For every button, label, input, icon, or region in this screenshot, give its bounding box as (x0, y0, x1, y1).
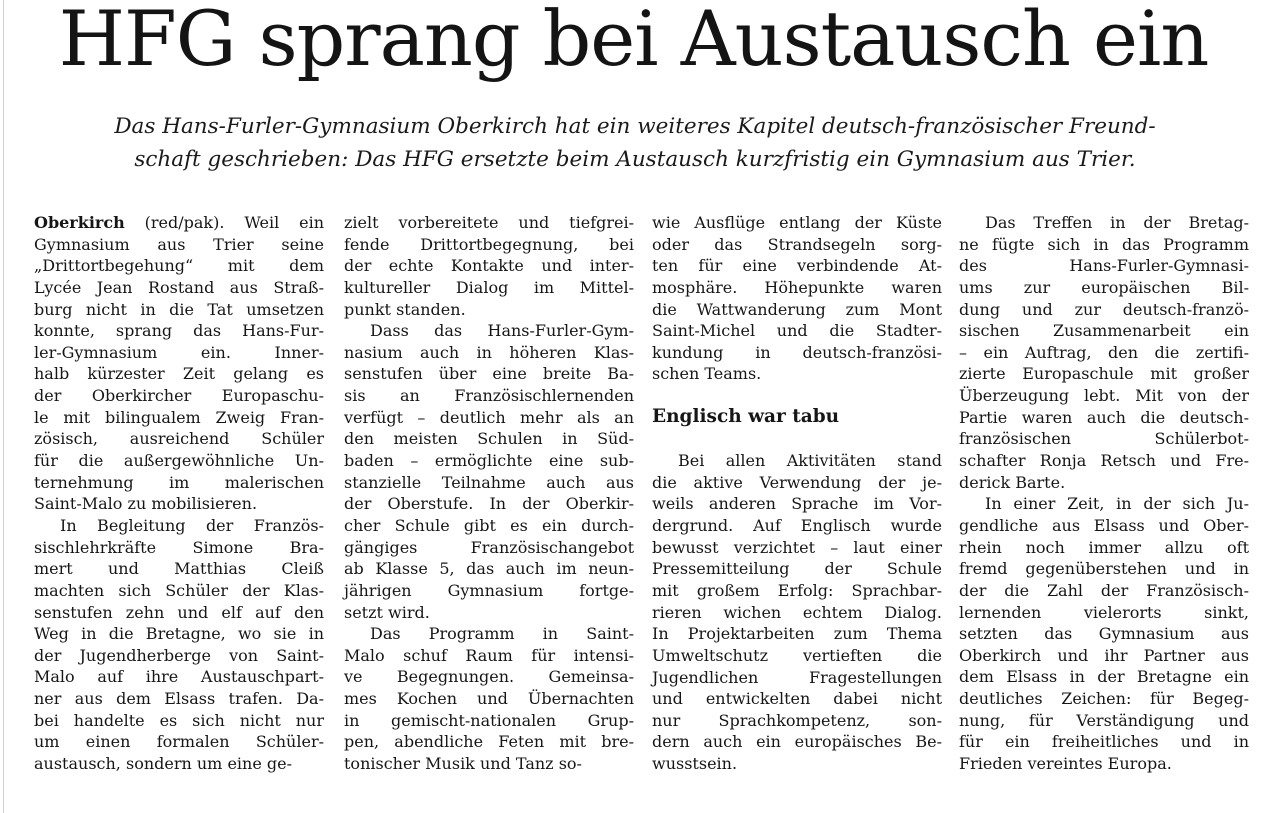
body-line: schen Teams. (652, 364, 762, 384)
article-column-1 (34, 212, 324, 775)
page-edge-rule (3, 0, 4, 813)
body-line: – ein Auftrag, den die zertifi- (959, 342, 1249, 362)
body-line: burg nicht in die Tat umsetzen (34, 299, 324, 319)
body-line: und entwickelten dabei nicht (652, 689, 942, 709)
body-line: bei handelte es sich nicht nur (34, 710, 324, 730)
body-line: setzten das Gymnasium aus (959, 624, 1249, 644)
body-line: Jugendlichen Fragestellungen (652, 667, 942, 687)
body-line: In Begleitung der Französ- (60, 515, 324, 535)
body-line: fende Drittortbegegnung, bei (344, 234, 634, 254)
body-line: Weg in die Bretagne, wo sie in (34, 624, 324, 644)
body-line: kundung in deutsch-französi- (652, 342, 942, 362)
body-line: halb kürzester Zeit gelang es (34, 364, 324, 384)
article-column-2 (344, 212, 634, 775)
body-line: mit großem Erfolg: Sprachbar- (652, 580, 942, 600)
body-line: ne fügte sich in das Programm (959, 234, 1249, 254)
body-line: Malo auf ihre Austauschpart- (34, 667, 324, 687)
body-line: weils anderen Sprache im Vor- (652, 494, 942, 514)
body-line: ler-Gymnasium ein. Inner- (34, 342, 324, 362)
body-line: fremd gegenüberstehen und in (959, 559, 1249, 579)
body-line (34, 212, 324, 234)
body-line: Frieden vereintes Europa. (959, 754, 1172, 774)
body-line: zielt vorbereitete und tiefgrei- (344, 213, 634, 232)
body-line: wie Ausflüge entlang der Küste (652, 213, 942, 232)
body-line: nasium auch in höheren Klas- (344, 342, 634, 362)
body-line: konnte, sprang das Hans-Fur- (34, 321, 324, 341)
body-line: dung und zur deutsch-franzö- (959, 299, 1249, 319)
body-line: die aktive Verwendung der je- (652, 472, 942, 492)
body-line: rhein noch immer allzu oft (959, 537, 1249, 557)
lead-line: schaft geschrieben: Das HFG ersetzte beim Austausch kurzfristig ein Gymnasium aus Trier. (134, 147, 1136, 172)
body-line: „Drittortbegehung“ mit dem (34, 256, 324, 276)
body-line: Lycée Jean Rostand aus Straß- (34, 277, 324, 297)
body-line: nur Sprachkompetenz, son- (652, 710, 942, 730)
body-line: gängiges Französischangebot (344, 537, 634, 557)
body-line: mosphäre. Höhepunkte waren (652, 277, 942, 297)
body-line: Malo schuf Raum für intensi- (344, 645, 634, 665)
body-line: dergrund. Auf Englisch wurde (652, 516, 942, 536)
article-column-4 (959, 212, 1249, 775)
article-column-3 (652, 212, 942, 775)
body-line: zierte Europaschule mit großer (959, 364, 1249, 384)
body-line: dern auch ein europäisches Be- (652, 732, 942, 752)
body-line: für die außergewöhnliche Un- (34, 451, 324, 471)
body-line: Umweltschutz vertieften die (652, 645, 942, 665)
body-line: Überzeugung lebt. Mit von der (959, 386, 1249, 406)
body-line: bewusst verzichtet – laut einer (652, 537, 942, 557)
body-line: Saint-Malo zu mobilisieren. (34, 494, 258, 514)
body-line: cher Schule gibt es ein durch- (344, 515, 634, 535)
body-line: verfügt – deutlich mehr als an (344, 407, 634, 427)
body-line: oder das Strandsegeln sorg- (652, 234, 942, 254)
body-line: senstufen zehn und elf auf den (34, 602, 324, 622)
body-line: Das Programm in Saint- (370, 624, 634, 644)
body-line: der die Zahl der Französisch- (959, 580, 1249, 600)
body-line: tonischer Musik und Tanz so- (344, 754, 582, 774)
body-line: Saint-Michel und die Stadter- (652, 321, 942, 341)
body-line: der echte Kontakte und inter- (344, 256, 634, 276)
body-line: pen, abendliche Feten mit bre- (344, 732, 634, 752)
body-line: ums zur europäischen Bil- (959, 277, 1249, 297)
body-line: jährigen Gymnasium fortge- (344, 580, 634, 600)
body-line: gendliche aus Elsass und Ober- (959, 515, 1249, 535)
body-line: In Projektarbeiten zum Thema (652, 624, 942, 644)
body-line: rieren wichen echtem Dialog. (652, 602, 942, 622)
body-line: wusstsein. (652, 754, 738, 774)
body-line: lernenden vielerorts sinkt, (959, 602, 1249, 622)
lead-line: Das Hans-Furler-Gymnasium Oberkirch hat ein weiteres Kapitel deutsch-französischer Freund- (114, 114, 1156, 139)
body-line: punkt standen. (344, 299, 466, 319)
body-line: der Jugendherberge von Saint- (34, 645, 324, 665)
body-line: senstufen über eine breite Ba- (344, 364, 634, 384)
body-line: mes Kochen und Übernachten (344, 689, 634, 709)
body-line: sischlehrkräfte Simone Bra- (34, 537, 324, 557)
body-line: machten sich Schüler der Klas- (34, 580, 324, 600)
body-line: ab Klasse 5, das auch im neun- (344, 559, 634, 579)
body-line: um einen formalen Schüler- (34, 732, 324, 752)
body-line: des Hans-Furler-Gymnasi- (959, 256, 1249, 276)
body-line: Das Treffen in der Bretag- (985, 213, 1249, 232)
body-line: In einer Zeit, in der sich Ju- (985, 494, 1249, 514)
body-line: ve Begegnungen. Gemeinsa- (344, 667, 634, 687)
body-line: in gemischt-nationalen Grup- (344, 710, 634, 730)
body-line: Pressemitteilung der Schule (652, 559, 942, 579)
body-line: le mit bilingualem Zweig Fran- (34, 407, 324, 427)
body-line: Partie waren auch die deutsch- (959, 407, 1249, 427)
body-line: der Oberstufe. In der Oberkir- (344, 494, 634, 514)
body-line: sischen Zusammenarbeit ein (959, 321, 1249, 341)
body-line: Dass das Hans-Furler-Gym- (370, 321, 634, 341)
body-line: französischen Schülerbot- (959, 429, 1249, 449)
dateline-rest: (red/pak). Weil ein (124, 213, 324, 232)
body-line: zösisch, ausreichend Schüler (34, 429, 324, 449)
body-line: ten für eine verbindende At- (652, 256, 942, 276)
body-line: baden – ermöglichte eine sub- (344, 451, 634, 471)
body-line: ternehmung im malerischen (34, 472, 324, 492)
body-line: stanzielle Teilnahme auch aus (344, 472, 634, 492)
dateline: Oberkirch (34, 213, 125, 232)
body-line: schafter Ronja Retsch und Fre- (959, 451, 1249, 471)
body-line: dem Elsass in der Bretagne ein (959, 667, 1249, 687)
body-line: kultureller Dialog im Mittel- (344, 277, 634, 297)
headline: HFG sprang bei Austausch ein (58, 0, 1209, 83)
body-line: derick Barte. (959, 472, 1066, 492)
body-line: sis an Französischlernenden (344, 386, 634, 406)
body-line: die Wattwanderung zum Mont (652, 299, 942, 319)
body-line: der Oberkircher Europaschu- (34, 386, 324, 406)
body-line: den meisten Schulen in Süd- (344, 429, 634, 449)
body-line: Gymnasium aus Trier seine (34, 234, 324, 254)
body-line: für ein freiheitliches und in (959, 732, 1249, 752)
body-line: setzt wird. (344, 602, 430, 622)
body-line: deutliches Zeichen: für Begeg- (959, 689, 1249, 709)
body-line: ner aus dem Elsass trafen. Da- (34, 689, 324, 709)
body-line: nung, für Verständigung und (959, 710, 1249, 730)
subheading: Englisch war tabu (652, 406, 840, 428)
body-line: Bei allen Aktivitäten stand (678, 451, 942, 471)
body-line: Oberkirch und ihr Partner aus (959, 645, 1249, 665)
body-line: austausch, sondern um eine ge- (34, 754, 292, 774)
body-line: mert und Matthias Cleiß (34, 559, 324, 579)
lead-paragraph (40, 110, 1230, 176)
